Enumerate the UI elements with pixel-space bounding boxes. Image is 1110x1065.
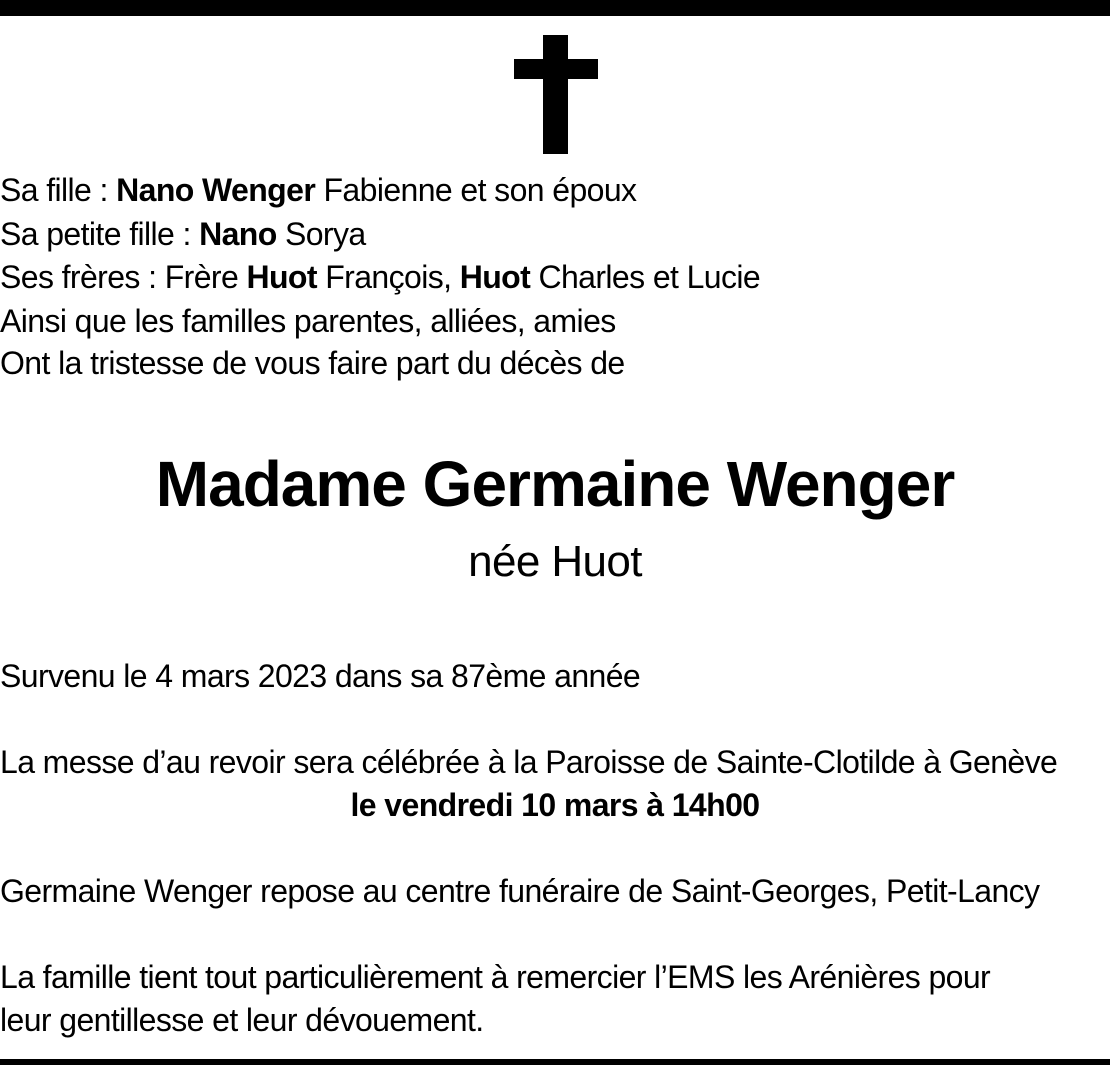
deceased-name: Madame Germaine Wenger — [155, 448, 955, 520]
thanks-line-1: La famille tient tout particulièrement à remercier l’EMS les Arénières pour — [0, 959, 991, 995]
granddaughter-surname: Nano — [199, 216, 277, 252]
family-granddaughter-line: Sa petite fille : Nano Sorya — [0, 216, 366, 252]
announcement-line: Ont la tristesse de vous faire part du décès de — [0, 345, 625, 381]
family-daughter-line: Sa fille : Nano Wenger Fabienne et son époux — [0, 172, 637, 208]
family-brothers-line: Ses frères : Frère Huot François, Huot Charles et Lucie — [0, 259, 761, 295]
mass-location-line: La messe d’au revoir sera célébrée à la Paroisse de Sainte-Clotilde à Genève — [0, 744, 1058, 780]
deceased-maiden-name: née Huot — [468, 537, 642, 586]
mass-date-line: le vendredi 10 mars à 14h00 — [350, 787, 760, 823]
family-relatives-line: Ainsi que les familles parentes, alliées, amies — [0, 303, 616, 339]
bottom-border-rule — [0, 1059, 1110, 1065]
cross-icon — [514, 35, 598, 154]
brother-surname-1: Huot — [246, 259, 317, 295]
thanks-line-2: leur gentillesse et leur dévouement. — [0, 1002, 484, 1038]
brother-surname-2: Huot — [459, 259, 531, 295]
rest-place-line: Germaine Wenger repose au centre funéraire de Saint-Georges, Petit-Lancy — [0, 873, 1040, 909]
top-border-rule — [0, 0, 1110, 16]
daughter-surname: Nano Wenger — [116, 172, 316, 208]
death-date-line: Survenu le 4 mars 2023 dans sa 87ème année — [0, 658, 641, 694]
